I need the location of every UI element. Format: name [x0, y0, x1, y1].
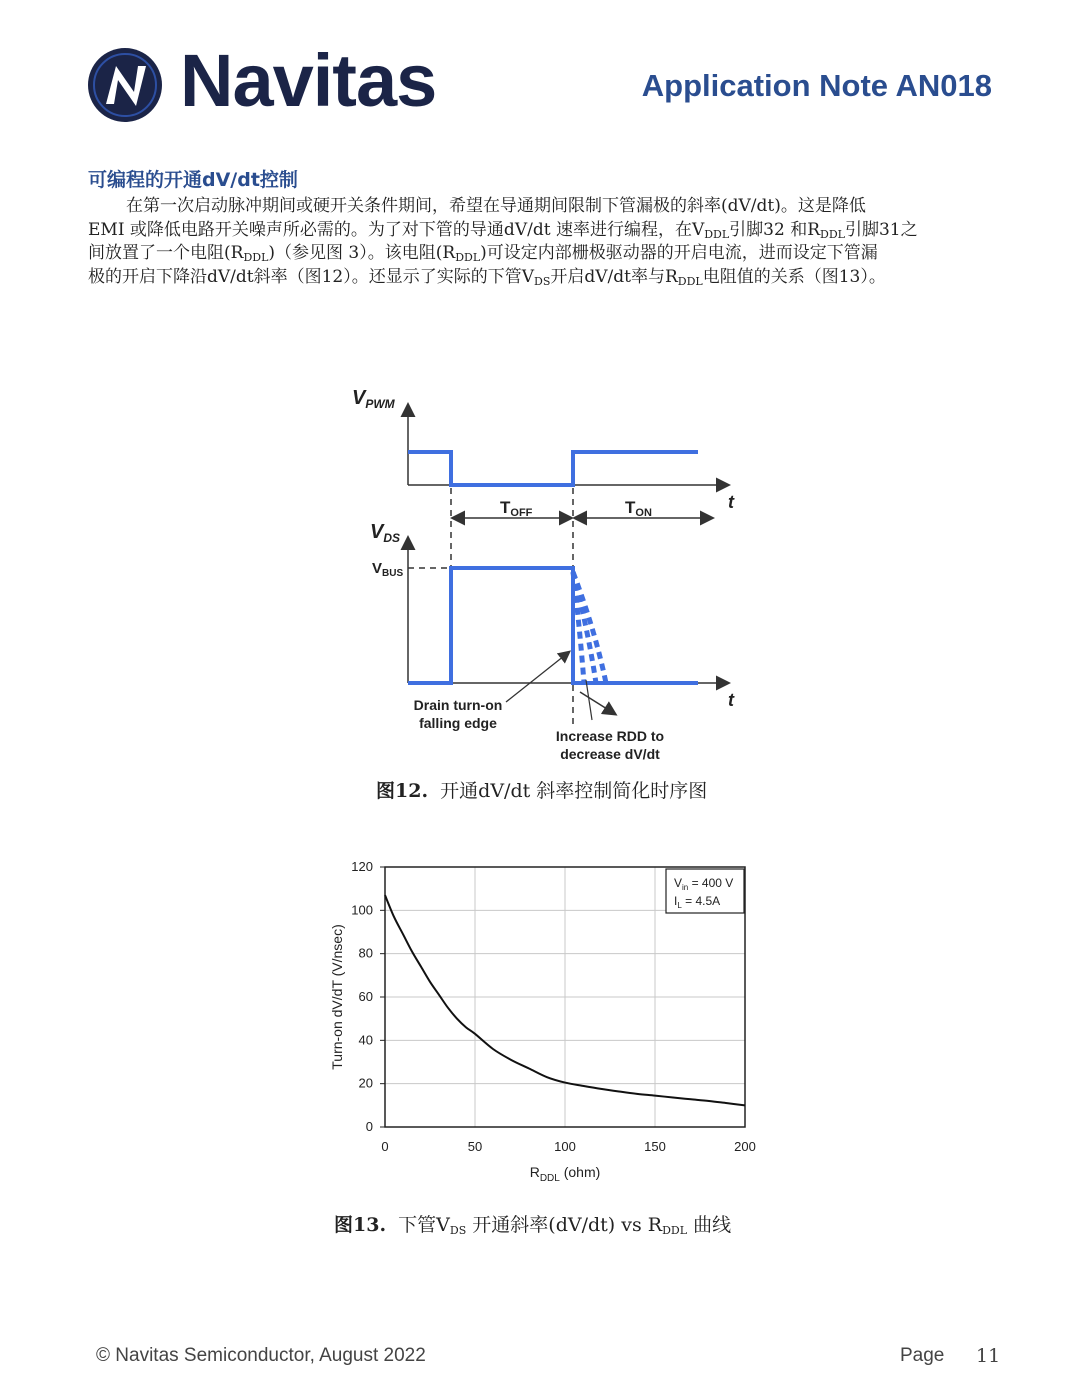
- navitas-logo-icon: [86, 46, 164, 124]
- legend-il: $I_L = 4.5A$: [674, 894, 721, 910]
- section-heading: 可编程的开通dV/dt控制: [88, 169, 298, 191]
- paragraph-line: EMI 或降低电路开关噪声所必需的。为了对下管的导通dV/dt 速率进行编程，在$V_{DDL}$引脚32 和$R_{DDL}$引脚31之: [88, 219, 918, 241]
- body-paragraph: [88, 195, 992, 289]
- y-tick-label: 100: [351, 902, 373, 918]
- rdd-pointer: [586, 680, 592, 720]
- paragraph-line: 间放置了一个电阻$(R_{DDL})$（参见图 3）。该电阻$(R_{DDL})$可设定内部栅极驱动器的开启电流，进而设定下管漏: [88, 243, 878, 264]
- y-tick-label: 60: [358, 989, 373, 1004]
- footer-copyright: © Navitas Semiconductor, August 2022: [96, 1345, 426, 1366]
- vpwm-label: $V_{PWM}$: [352, 387, 395, 411]
- vds-label: $V_{DS}$: [370, 521, 401, 545]
- y-tick-label: 40: [358, 1032, 373, 1048]
- paragraph-line: 在第一次启动脉冲期间或硬开关条件期间，希望在导通期间限制下管漏极的斜率(dV/dt)。这是降低: [126, 196, 866, 216]
- drain-annotation-line2: falling edge: [419, 715, 497, 731]
- rdd-annotation-line1: Increase RDD to: [555, 728, 665, 744]
- vbus-label: $V_{BUS}$: [372, 560, 404, 579]
- footer-page-number: 11: [976, 1345, 1001, 1367]
- x-tick-label: 150: [644, 1139, 666, 1154]
- x-axis-label: $R_{DDL}$ (ohm): [529, 1164, 601, 1184]
- y-tick-label: 0: [365, 1119, 373, 1134]
- x-tick-label: 100: [554, 1139, 576, 1154]
- y-tick-label: 80: [358, 945, 373, 961]
- footer-page-label: Page: [900, 1345, 945, 1366]
- x-tick-label: 0: [381, 1139, 389, 1154]
- timing-diagram: [340, 380, 740, 770]
- ton-label: TON: [625, 498, 652, 519]
- t-label-top: t: [728, 492, 734, 512]
- rdd-annotation-line2: decrease dV/dt: [560, 746, 660, 762]
- x-tick-label: 50: [467, 1139, 483, 1154]
- vds-signal: [408, 568, 698, 683]
- rddl-dvdt-chart: [320, 855, 770, 1195]
- document-title: Application Note AN018: [641, 68, 992, 103]
- drain-annotation-line1: Drain turn-on: [413, 697, 503, 713]
- figure-13-caption: 图13. 下管$V_{DS}$ 开通斜率(dV/dt) vs $R_{DDL}$ 曲线: [334, 1214, 732, 1237]
- x-tick-label: 200: [734, 1139, 756, 1154]
- figure-12-caption: 图12. 开通dV/dt 斜率控制简化时序图: [376, 780, 708, 802]
- vpwm-signal: [408, 452, 698, 485]
- t-label-bottom: t: [728, 690, 734, 710]
- toff-label: TOFF: [500, 498, 533, 519]
- drain-edge-pointer: [506, 652, 569, 702]
- logo-wordmark: Navitas: [180, 39, 437, 122]
- y-tick-label: 20: [358, 1075, 373, 1091]
- y-tick-label: 120: [351, 859, 373, 874]
- y-axis-label: Turn-on dV/dT (V/nsec): [329, 924, 345, 1070]
- paragraph-line: 极的开启下降沿dV/dt斜率（图12）。还显示了实际的下管$V_{DS}$开启dV/dt率与$R_{DDL}$电阻值的关系（图13）。: [88, 266, 886, 288]
- rdd-arrow: [580, 692, 615, 714]
- falling-edge-slope-3: [573, 572, 606, 683]
- falling-edge-slope-2: [573, 572, 596, 683]
- legend-vin: $V_{in} = 400$ V: [674, 876, 734, 892]
